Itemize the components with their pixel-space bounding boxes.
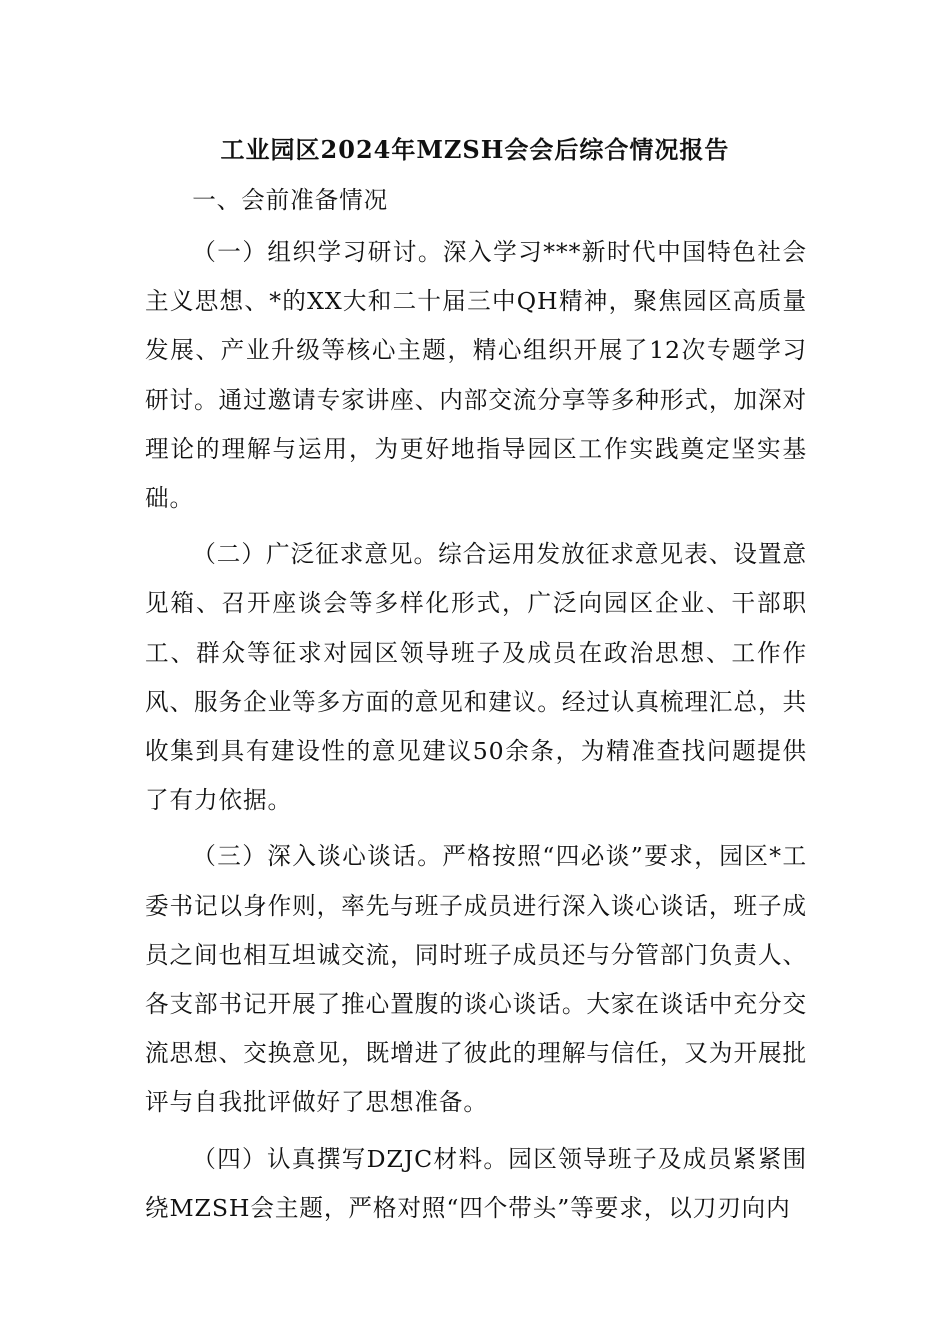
paragraph-talks: （三）深入谈心谈话。严格按照“四必谈”要求，园区*工委书记以身作则，率先与班子成员进行深入谈心谈话，班子成员之间也相互坦诚交流，同时班子成员还与分管部门负责人、各支部书记开展了推心置腹的谈心谈话。大家在谈话中充分交流思想、交换意见，既增进了彼此的理解与信任，又为开展批评与自我批评做好了思想准备。: [145, 842, 807, 1117]
paragraph-materials: （四）认真撰写DZJC材料。园区领导班子及成员紧紧围绕MZSH会主题，严格对照“四个带头”等要求，以刀刃向内: [145, 1144, 807, 1222]
paragraph-opinions: （二）广泛征求意见。综合运用发放征求意见表、设置意见箱、召开座谈会等多样化形式，广泛向园区企业、干部职工、群众等征求对园区领导班子及成员在政治思想、工作作风、服务企业等多方面的意见和建议。经过认真梳理汇总，共收集到具有建设性的意见建议50余条，为精准查找问题提供了有力依据。: [145, 540, 807, 815]
document-title: 工业园区2024年MZSH会会后综合情况报告: [220, 135, 730, 164]
paragraph-study: （一）组织学习研讨。深入学习***新时代中国特色社会主义思想、*的XX大和二十届三中QH精神，聚焦园区高质量发展、产业升级等核心主题，精心组织开展了12次专题学习研讨。通过邀请专家讲座、内部交流分享等多种形式，加深对理论的理解与运用，为更好地指导园区工作实践奠定坚实基础。: [145, 238, 807, 513]
document-body: [145, 179, 807, 1240]
section-heading: 一、会前准备情况: [192, 186, 389, 214]
